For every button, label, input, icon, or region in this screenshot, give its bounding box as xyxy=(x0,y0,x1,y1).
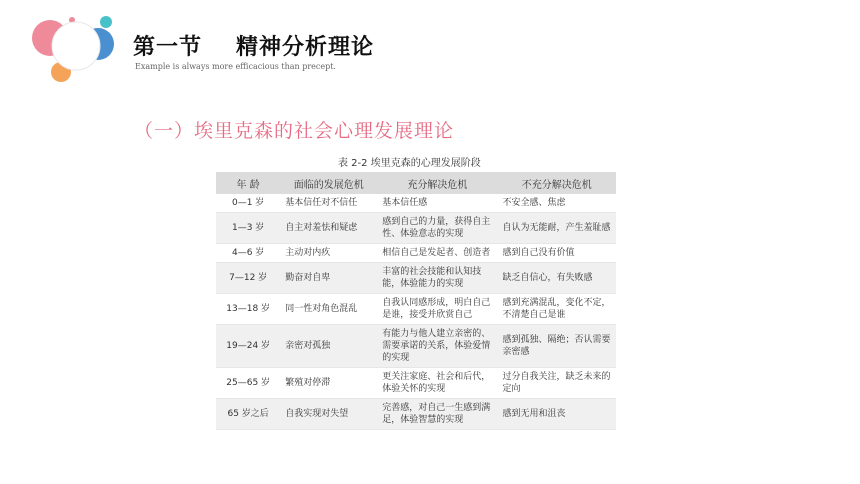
crisis-cell: 勤奋对自卑 xyxy=(280,263,377,294)
resolved-cell: 相信自己是发起者、创造者 xyxy=(377,244,497,263)
unresolved-cell: 自认为无能耐，产生羞耻感 xyxy=(498,213,616,244)
table-row xyxy=(216,294,616,325)
white-center-circle xyxy=(52,22,100,70)
table-row xyxy=(216,325,616,368)
development-stages-table xyxy=(216,172,616,430)
column-header-resolved: 充分解决危机 xyxy=(377,172,497,194)
age-cell: 1—3 岁 xyxy=(216,213,280,244)
unresolved-cell: 过分自我关注，缺乏未来的定向 xyxy=(498,368,616,399)
column-header-crisis: 面临的发展危机 xyxy=(280,172,377,194)
crisis-cell: 繁殖对停滞 xyxy=(280,368,377,399)
age-cell: 65 岁之后 xyxy=(216,399,280,430)
crisis-cell: 同一性对角色混乱 xyxy=(280,294,377,325)
crisis-cell: 基本信任对不信任 xyxy=(280,194,377,213)
table-row xyxy=(216,244,616,263)
unresolved-cell: 感到充满混乱，变化不定，不清楚自己是谁 xyxy=(498,294,616,325)
table-row xyxy=(216,263,616,294)
crisis-cell: 自主对羞怯和疑虑 xyxy=(280,213,377,244)
age-cell: 19—24 岁 xyxy=(216,325,280,368)
age-cell: 0—1 岁 xyxy=(216,194,280,213)
teal-circle xyxy=(100,16,112,28)
unresolved-cell: 感到自己没有价值 xyxy=(498,244,616,263)
resolved-cell: 感到自己的力量，获得自主性、体验意志的实现 xyxy=(377,213,497,244)
motto: Example is always more efficacious than precept. xyxy=(135,62,336,71)
resolved-cell: 完善感，对自己一生感到满足，体验智慧的实现 xyxy=(377,399,497,430)
table-row xyxy=(216,399,616,430)
resolved-cell: 丰富的社会技能和认知技能，体验能力的实现 xyxy=(377,263,497,294)
unresolved-cell: 感到无用和沮丧 xyxy=(498,399,616,430)
resolved-cell: 基本信任感 xyxy=(377,194,497,213)
resolved-cell: 更关注家庭、社会和后代，体验关怀的实现 xyxy=(377,368,497,399)
subsection-heading: （一）埃里克森的社会心理发展理论 xyxy=(134,120,455,142)
resolved-cell: 有能力与他人建立亲密的、需要承诺的关系，体验爱情的实现 xyxy=(377,325,497,368)
unresolved-cell: 缺乏自信心，有失败感 xyxy=(498,263,616,294)
resolved-cell: 自我认同感形成，明白自己是谁，接受并欣赏自己 xyxy=(377,294,497,325)
age-cell: 4—6 岁 xyxy=(216,244,280,263)
page-title xyxy=(133,30,374,61)
crisis-cell: 自我实现对失望 xyxy=(280,399,377,430)
unresolved-cell: 不安全感、焦虑 xyxy=(498,194,616,213)
unresolved-cell: 感到孤独、隔绝；否认需要亲密感 xyxy=(498,325,616,368)
age-cell: 13—18 岁 xyxy=(216,294,280,325)
table-caption: 表 2-2 埃里克森的心理发展阶段 xyxy=(338,158,481,169)
table-row xyxy=(216,213,616,244)
column-header-unresolved: 不充分解决危机 xyxy=(498,172,616,194)
column-header-age: 年 龄 xyxy=(216,172,280,194)
section-title: 精神分析理论 xyxy=(236,35,375,60)
table-row xyxy=(216,368,616,399)
decorative-circles-logo xyxy=(28,14,124,86)
section-number: 第一节 xyxy=(133,35,203,60)
table-header-row xyxy=(216,172,616,194)
crisis-cell: 亲密对孤独 xyxy=(280,325,377,368)
table-row xyxy=(216,194,616,213)
crisis-cell: 主动对内疚 xyxy=(280,244,377,263)
age-cell: 7—12 岁 xyxy=(216,263,280,294)
age-cell: 25—65 岁 xyxy=(216,368,280,399)
